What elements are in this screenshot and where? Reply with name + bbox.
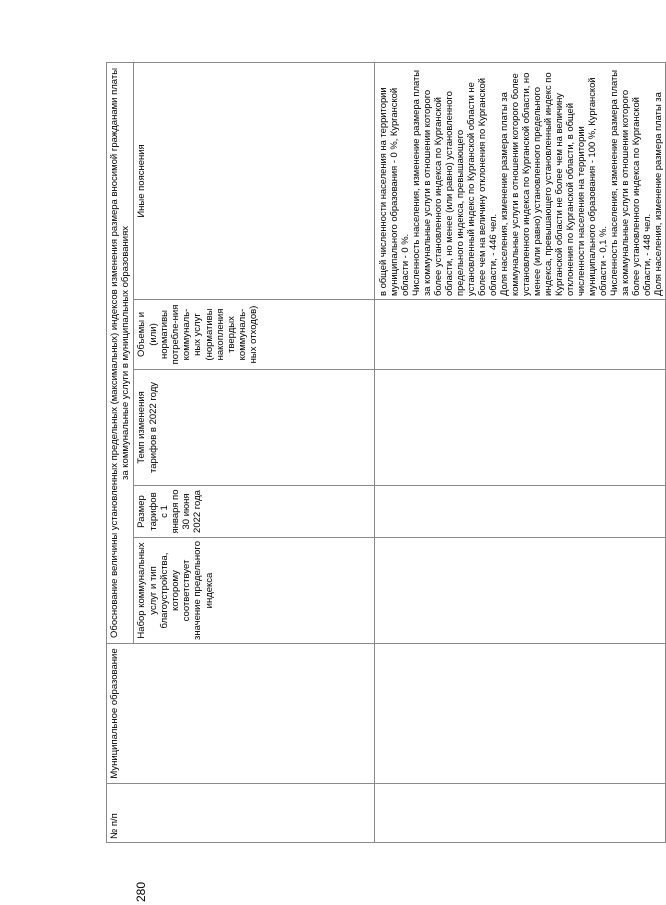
cell-other-notes bbox=[375, 62, 666, 299]
header-tariffs: Размер тарифов с 1 января по 30 июня 2022 года bbox=[134, 486, 375, 538]
table-row bbox=[375, 62, 666, 842]
header-other: Иные пояснения bbox=[134, 62, 375, 299]
header-tariff-rate: Темп изменения тарифов в 2022 году bbox=[134, 370, 375, 486]
cell-tariff-rate bbox=[375, 370, 666, 486]
justification-table bbox=[106, 62, 666, 843]
header-num: № п/п bbox=[107, 784, 375, 843]
header-group: Обоснование величины установленных предельных (максимальных) индексов изменения размера вносимой гражданами платы за коммунальные услуги в муниципальных образованиях bbox=[107, 62, 134, 643]
cell-services bbox=[375, 538, 666, 644]
cell-volumes bbox=[375, 300, 666, 370]
header-services: Набор коммунальных услуг и тип благоустройства, которому соответствует значение предельного индекса bbox=[134, 538, 375, 644]
cell-tariffs bbox=[375, 486, 666, 538]
cell-num bbox=[375, 784, 666, 843]
note-paragraph: Доля населения, изменение размера платы за коммунальные услуги в отношении которого более установленного индекса по Курганской области, но менее (или равно) установленного предельного индекса, превышающего установленный индекс по Курганской области не более чем на величину отклонения по Курганской области, в общей численности населения на территории муниципального образования - 100 %, Курганской области - 0,1 %. bbox=[498, 72, 609, 296]
page-number: 280 bbox=[134, 881, 148, 902]
header-municipality: Муниципальное образование bbox=[107, 644, 375, 784]
cell-municipality bbox=[375, 644, 666, 784]
rotated-table-container bbox=[106, 63, 664, 843]
header-volumes: Объемы и (или) нормативы потребле-ния коммуналь-ных услуг (нормативы накопления твердых коммуналь-ных отходов) bbox=[134, 300, 375, 370]
note-paragraph: Численность населения, изменение размера платы за коммунальные услуги в отношении которого более установленного индекса по Курганской области, - 448 чел. bbox=[608, 70, 653, 296]
header-row-1 bbox=[107, 62, 134, 842]
note-paragraph: в общей численности населения на территории муниципального образования - 0 %, Курганской области - 0 %. bbox=[377, 87, 411, 296]
note-paragraph: Доля населения, изменение размера платы за bbox=[652, 92, 664, 296]
note-paragraph: Численность населения, изменение размера платы за коммунальные услуги в отношении которого более установленного индекса по Курганской области, но менее (или равно) установленного предельного индекса, превышающего установленный индекс по Курганской области не более чем на величину отклонения по Курганской области, - 446 чел. bbox=[410, 70, 499, 296]
